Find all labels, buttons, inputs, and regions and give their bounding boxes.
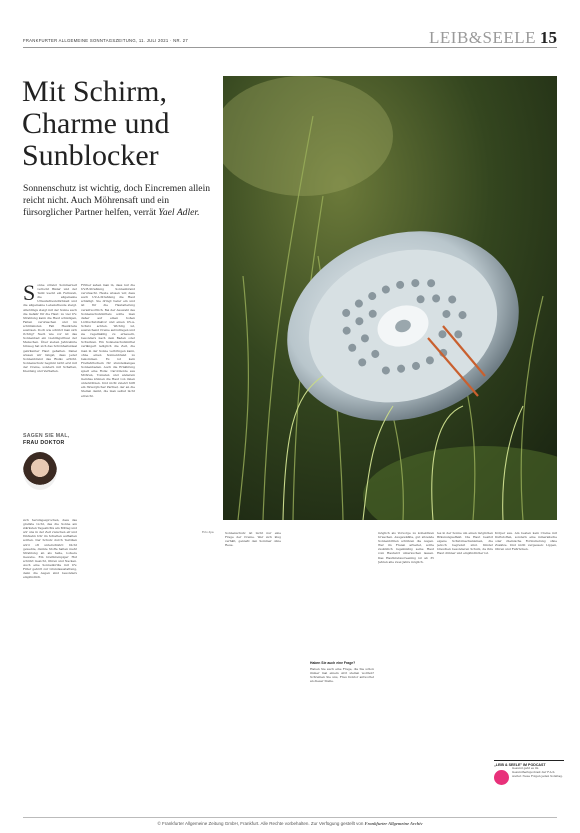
info-box-title: Haben Sie auch eine Frage?	[310, 661, 356, 665]
column-2-text: Früher sahen man in, dass nur die UV-B-Strahlung Sonnenbrand verursacht. Heute wissen wir, dass auch UV-A-Strahlung die Haut schädigt. Sie dringt tiefer ein und ist für die Hautalterung verantwortlich. Bei der Auswahl des Sonnenschutzmittels sollte man daher auf einen hohen Lichtschutzfaktor und einen UV-A-Schutz achten. Wichtig ist, ausreichend Creme aufzutragen und sie regelmäßig zu erneuern, besonders nach dem Baden oder Schwitzen. Ein Sonnenschutzmittel verlängert lediglich die Zeit, die man in der Sonne verbringen kann, ohne einen Sonnenbrand zu bekommen. Es ist kein Freifahrtschein für stundenlanges Sonnenbaden. Auch die Ernährung spielt eine Rolle: Carotinoide aus Möhren, Tomaten und anderem Gemüse können die Haut von innen unterstützen. Und nicht zuletzt hilft ein fürsorglicher Partner, der an die Stellen denkt, die man selbst nicht erreicht.	[81, 283, 135, 398]
article-headline: Mit Schirm, Charme und Sunblocker	[22, 75, 170, 172]
article-column-4	[378, 531, 434, 809]
question-info-box	[310, 661, 374, 801]
article-column-5	[437, 531, 493, 809]
podcast-label: „LEIB & SEELE" IM PODCAST	[494, 760, 564, 767]
column-1b-text: sich herumgesprochen, dass das grellste Licht, das die Sonne am stärksten Tageslichts am Mittag und wir uns in der Zeit zwischen elf und fünfzehn Uhr im Schatten aufhalten sollten. Der Schutz durch Textilien wird oft unterschätzt: Dicht gewebte, dunkle Stoffe halten mehr Strahlung ab als helle, lockere Gewebe. Ein breitkrempiger Hut schützt Gesicht, Ohren und Nacken. Auch eine Sonnenbrille mit UV-Filter gehört zur Grundausstattung, denn die Augen sind besonders empfindlich.	[23, 518, 77, 580]
column-1-text: onne strand Sommerzeit verlockt Bäder und der Teint weckt ein Fernweh, die allgemeine Urlaubsfreundlichkeit und die allgemeine Lebensfreude steigt. Allerdings steigt mit der Sonne auch die Gefahr für die Haut: zu viel UV-Strahlung kann die Haut schädigen, Falten verursachen und im schlimmsten Fall Hautkrebs auslösen. Doch wie schützt man sich richtig? Nach wie vor ist das Sonnenbad ein Lieblingsritual der Menschen. Über sieben Jahrzehnte hinweg hat sich das Schönheitsideal gebräunter Haut gehalten. Dabei wissen wir längst, dass jeder Sonnenbrand das Risiko erhöht. Sonnenschutz beginnt nicht erst mit der Creme, sondern mit Schatten, Kleidung und Verhalten.	[23, 283, 77, 373]
section-name: LEIB&SEELE	[429, 28, 536, 47]
column-4-text: möglich als Vorsorge zu kollektiven Ursachen. Ausgewählte, gut sitzende Sonnenbrillen schützen die Augen. Wer im Freien arbeitet, sollte zusätzlich regelmäßig seine Haut vom Hautarzt untersuchen lassen. Das Hautkrebsscreening ist ab 35 Jahren alle zwei Jahre möglich.	[378, 531, 434, 564]
bottom-rule	[23, 817, 557, 818]
footer-brand: Frankfurter Allgemeine Archiv	[364, 821, 423, 826]
doctor-box-prefix: SAGEN SIE MAL,	[23, 433, 70, 439]
podcast-box	[494, 760, 564, 785]
deck-author: Yael Adler.	[158, 207, 200, 219]
column-6-text: Körper aus. Am besten kein Creme mit Duftstoffen, sondern eine mineralische oder chemische Formulierung ohne Zusätze. Und nicht vergessen: Lippen, Ohren und Fußrücken.	[495, 531, 557, 552]
podcast-logo-icon	[494, 770, 509, 785]
article-column-1	[23, 283, 77, 427]
article-deck	[23, 183, 213, 220]
doctor-box-title: FRAU DOKTOR	[23, 439, 65, 446]
author-portrait	[23, 452, 57, 490]
deck-text: Sonnenschutz ist wichtig, doch Eincremen allein reicht nicht. Auch Möhrensaft und ein fürsorglicher Partner helfen, verrät	[23, 183, 211, 219]
top-rule	[23, 47, 557, 48]
photo-illustration	[223, 76, 557, 520]
doctor-column-box	[23, 433, 77, 490]
column-5-text: tes in der Sonne um einen möglichen Bräunungseffekt. Die Haut besitzt eigene Schutzmechanismen, die jedoch begrenzt sind. Kinder brauchen besonderen Schutz, da ihre Haut dünner und empfindlicher ist.	[437, 531, 493, 556]
column-3-text: Sonnenschutz ist nicht nur eine Frage der Creme. Wer sich klug verhält, genießt den Sommer ohne Reue.	[225, 531, 281, 548]
footer-text: © Frankfurter Allgemeine Zeitung GmbH, Frankfurt. Alle Rechte vorbehalten. Zur Verfügung gestellt von	[157, 821, 364, 826]
copyright-footer	[0, 821, 580, 826]
article-column-3	[225, 531, 281, 571]
article-column-2	[81, 283, 135, 808]
article-photo	[223, 76, 557, 520]
drop-cap: S	[23, 283, 36, 305]
section-header	[429, 28, 557, 48]
photo-caption: Foto dpa	[202, 531, 214, 534]
page-number: 15	[540, 28, 557, 47]
info-box-text: Haben Sie auch eine Frage, die Sie schon immer mal einem Arzt stellen wollten? Schreiben Sie uns, Frau Doktor antwortet an dieser Stelle.	[310, 667, 374, 684]
publication-line: FRANKFURTER ALLGEMEINE SONNTAGSZEITUNG, 11. JULI 2021 · NR. 27	[23, 38, 188, 43]
article-column-1b	[23, 518, 77, 808]
podcast-text: Gesund geht es im Gesundheitspodcast der F.A.S. weiter. Neue Folgen jeden Sonntag.	[512, 766, 563, 778]
article-column-6	[495, 531, 557, 751]
